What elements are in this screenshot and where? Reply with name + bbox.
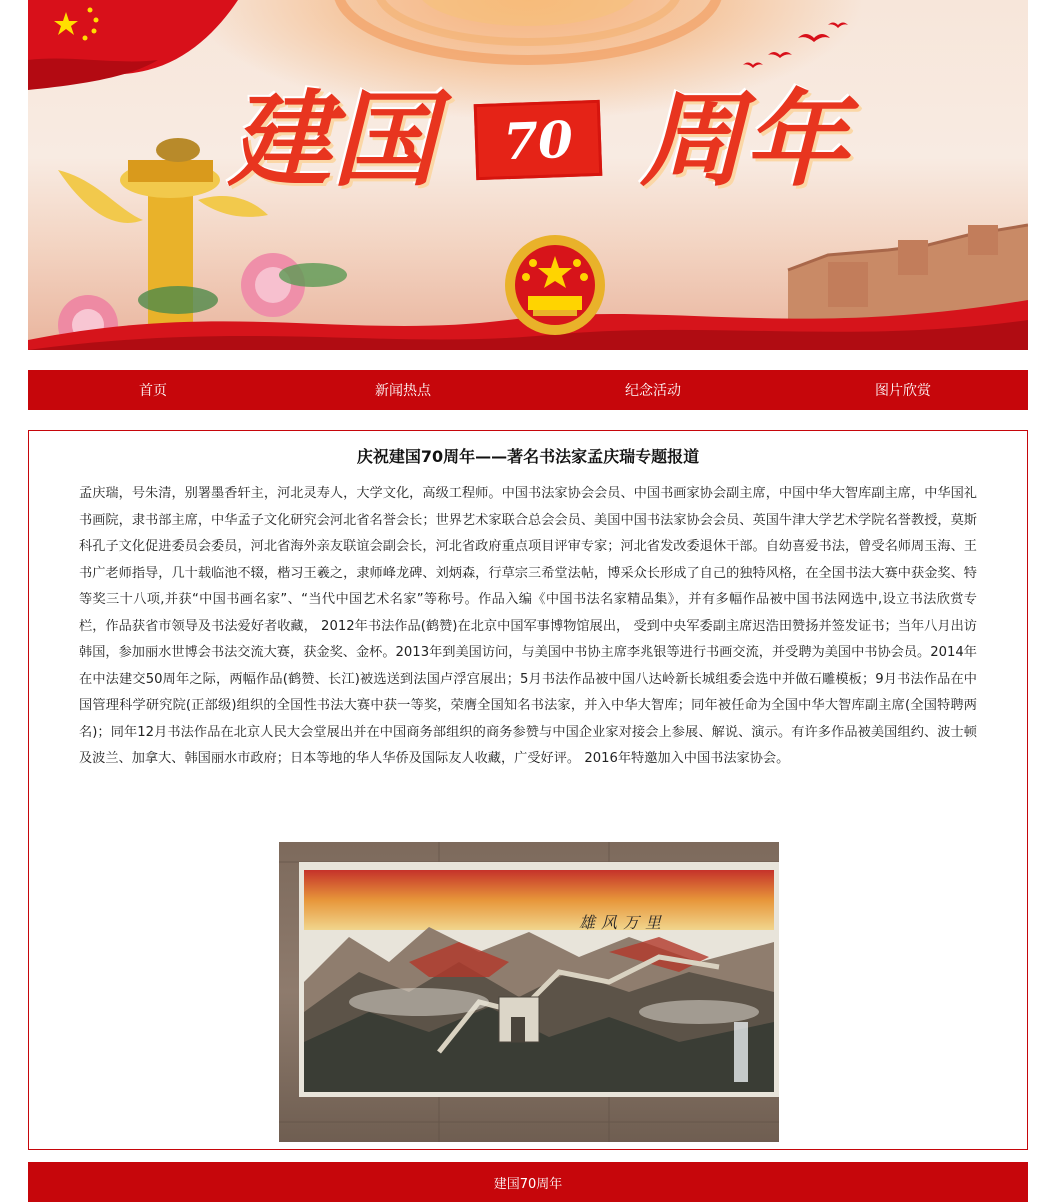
article-panel <box>28 430 1028 1150</box>
banner-title <box>228 80 848 200</box>
painting-caption: 雄风万里 <box>579 913 668 932</box>
page <box>28 0 1028 1202</box>
birds-icon <box>743 23 848 69</box>
article-body: 孟庆瑞，号朱清，别署墨香轩主，河北灵寿人，大学文化，高级工程师。中国书法家协会会员、中国书画家协会副主席，中国中华大智库副主席，中华国礼书画院，隶书部主席，中华孟子文化研究会河北省名誉会长；世界艺术家联合总会会员、美国中国书法家协会会员、英国牛津大学艺术学院名誉教授，莫斯科孔子文化促进委员会委员，河北省海外亲友联谊会副会长，河北省政府重点项目评审专家；河北省发改委退休干部。自幼喜爱书法，曾受名师周玉海、王书广老师指导，几十载临池不辍，楷习王羲之，隶师峰龙碑、刘炳森，行草宗三希堂法帖，博采众长形成了自己的独特风格，在全国书法大赛中获金奖、特等奖三十八项,并获“中国书画名家”、“当代中国艺术名家”等称号。作品入编《中国书法名家精品集》，并有多幅作品被中国书法网选中,设立书法欣赏专栏，作品获省市领导及书法爱好者收藏， 2012年书法作品(鹤赞)在北京中国军事博物馆展出， 受到中央军委副主席迟浩田赞扬并签发证书；当年八月出访韩国，参加丽水世博会书法交流大赛，获金奖、金杯。2013年到美国访问，与美国中书协主席李兆银等进行书画交流，并受聘为美国中书协会员。2014年在中法建交50周年之际，两幅作品(鹤赞、长江)被选送到法国卢浮宫展出；5月书法作品被中国八达岭新长城组委会选中并做石雕模板；9月书法作品在中国管理科学研究院(正部级)组织的全国性书法大赛中获一等奖，荣膺全国知名书法家，并入中华大智库；同年被任命为全国中华大智库副主席(全国特聘两名)；同年12月书法作品在北京人民大会堂展出并在中国商务部组织的商务参赞与中国企业家对接会上参展、解说、演示。有许多作品被美国组约、波士顿及波兰、加拿大、韩国丽水市政府；日本等地的华人华侨及国际友人收藏，广受好评。 2016年特邀加入中国书法家协会。 <box>79 486 977 766</box>
painting-artwork <box>279 842 779 1142</box>
article-title: 庆祝建国70周年——著名书法家孟庆瑞专题报道 <box>356 447 700 466</box>
nav-item-home[interactable]: 首页 <box>139 383 167 399</box>
banner-title-left: 建国 <box>228 78 437 201</box>
banner-title-right: 周年 <box>639 78 848 201</box>
flag-icon <box>28 0 238 90</box>
nav-item-events[interactable]: 纪念活动 <box>625 383 681 399</box>
nav-item-gallery[interactable]: 图片欣赏 <box>875 383 931 399</box>
nav-item-news[interactable]: 新闻热点 <box>375 383 431 399</box>
national-emblem-icon <box>505 235 605 335</box>
main-nav <box>28 370 1028 410</box>
banner-title-number: 70 <box>502 109 574 171</box>
banner-number-seal <box>474 100 603 180</box>
footer <box>28 1162 1028 1202</box>
footer-text: 建国70周年 <box>493 1176 563 1192</box>
great-wall-painting-image <box>279 842 779 1142</box>
banner <box>28 0 1028 350</box>
